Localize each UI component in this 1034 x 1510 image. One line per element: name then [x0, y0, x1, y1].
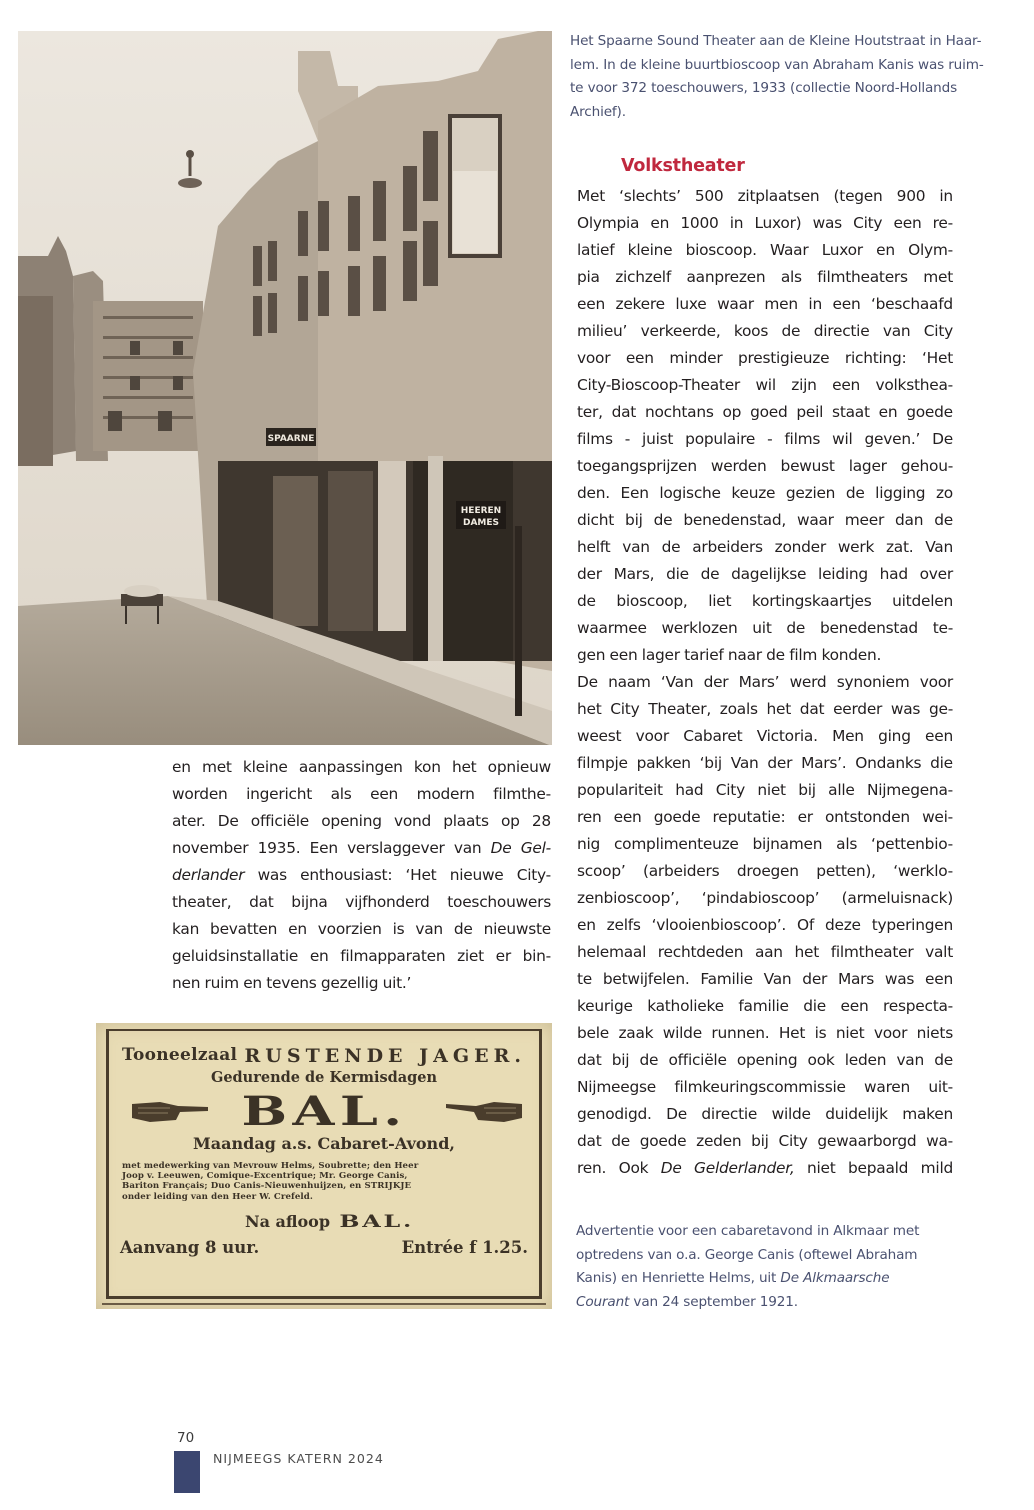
text-line: en met kleine aanpassingen kon het opnieuw — [172, 758, 551, 776]
publication-title: NIJMEEGS KATERN 2024 — [213, 1451, 384, 1466]
ad-subtitle: Gedurende de Kermisdagen — [210, 1069, 438, 1086]
ad-headline: BAL. — [241, 1087, 407, 1135]
caption-line: Kanis) en Henriette Helms, uit De Alkmaarsche — [576, 1270, 890, 1286]
caption-line: te voor 372 toeschouwers, 1933 (collectie Noord-Hollands — [570, 80, 958, 96]
text-line: Nijmeegse filmkeuringscommissie waren uit- — [577, 1078, 953, 1096]
text-line: den. Een logische keuze gezien de ligging zo — [577, 484, 953, 502]
caption-line: Archief). — [570, 103, 626, 120]
text-line: bele zaak wilde runnen. Het is niet voor niets — [577, 1024, 953, 1042]
text-line: helft van de arbeiders zonder werk zat. Van — [577, 538, 953, 556]
ad-performers — [122, 1161, 526, 1202]
text-line: kan bevatten en voorzien is van de nieuwste — [172, 920, 551, 938]
ad-text: Joop v. Leeuwen, Comique-Excentrique; Mr. George Canis, — [122, 1171, 408, 1182]
ad-caption — [576, 1220, 976, 1314]
caption-line: Het Spaarne Sound Theater aan de Kleine Houtstraat in Haar- — [570, 33, 982, 49]
text-line: te betwijfelen. Familie Van der Mars was een — [577, 970, 953, 988]
text-line: Met ‘slechts’ 500 zitplaatsen (tegen 900 in — [577, 187, 953, 205]
photo-caption — [570, 30, 1022, 124]
text-line: filmpje pakken ‘bij Van der Mars’. Ondanks die — [577, 754, 953, 772]
text-line: dat bij de officiële opening ook leden van de — [577, 1051, 953, 1069]
text-line: weest voor Cabaret Victoria. Men ging een — [577, 727, 953, 745]
text-line: pia zichzelf aanprezen als filmtheaters met — [577, 268, 953, 286]
text-line: De naam ‘Van der Mars’ werd synoniem voor — [577, 673, 953, 691]
text-line: de bioscoop, liet kortingskaartjes uitdelen — [577, 592, 953, 610]
text-line: voor een minder prestigieuze richting: ‘Het — [577, 349, 953, 367]
body-column-right — [577, 183, 953, 1182]
text-line: een zekere luxe waar men in een ‘beschaafd — [577, 295, 953, 313]
text-line: keurige katholieke familie die een respecta- — [577, 997, 953, 1015]
ad-entry-price: Entrée f 1.25. — [401, 1237, 528, 1257]
pointing-hand-right-icon — [130, 1098, 210, 1124]
body-column-left — [172, 754, 551, 997]
text-line: gen een lager tarief naar de film konden. — [577, 646, 882, 664]
ad-venue-name: RUSTENDE JAGER. — [244, 1045, 526, 1067]
text-line: ren een goede reputatie: er ontstonden wei- — [577, 808, 953, 826]
text-line: nig complimenteuze bijnamen als ‘pettenbio- — [577, 835, 953, 853]
street-photo — [18, 31, 552, 745]
ad-venue-line — [110, 1045, 538, 1067]
caption-line: lem. In de kleine buurtbioscoop van Abraham Kanis was ruim- — [570, 56, 984, 73]
ad-after-line — [110, 1212, 538, 1232]
text-line: dat de goede zeden bij City gewaarborgd wa- — [577, 1132, 953, 1150]
newspaper-advertisement — [96, 1023, 552, 1309]
spaarne-sign-text: SPAARNE — [267, 434, 315, 444]
text-line: waarmee werklozen uit de benedenstad te- — [577, 619, 953, 637]
ad-bottom-rule — [102, 1303, 546, 1305]
ad-performers-line — [122, 1171, 526, 1181]
text-line: City-Bioscoop-Theater wil zijn een volksthea- — [577, 376, 953, 394]
footer-accent-bar — [174, 1451, 200, 1493]
text-line: ren. Ook De Gelderlander, niet bepaald mild — [577, 1159, 953, 1177]
text-line: zenbioscoop’, ‘pindabioscoop’ (armeluisnack) — [577, 889, 953, 907]
text-line: theater, dat bijna vijfhonderd toeschouwers — [172, 893, 551, 911]
ad-text: met medewerking van Mevrouw Helms, Soubrette; den Heer — [122, 1161, 419, 1171]
shop-sign-line2: DAMES — [462, 518, 500, 528]
text-line: films - juist populaire - films wil geven.’ De — [577, 430, 953, 448]
ad-performers-line — [122, 1181, 526, 1191]
text-line: Olympia en 1000 in Luxor) was City een re- — [577, 214, 953, 232]
text-line: dicht bij de benedenstad, waar meer dan de — [577, 511, 953, 529]
text-line: het City Theater, zoals het dat eerder was ge- — [577, 700, 953, 718]
ad-event-line: Maandag a.s. Cabaret-Avond, — [193, 1134, 455, 1153]
text-line: derlander was enthousiast: ‘Het nieuwe City- — [172, 866, 551, 884]
text-line: november 1935. Een verslaggever van De Gel- — [172, 839, 551, 857]
text-line: populariteit had City niet bij alle Nijmegena- — [577, 781, 953, 799]
ad-performers-line — [122, 1192, 526, 1202]
text-line: latief kleine bioscoop. Waar Luxor en Olym- — [577, 241, 953, 259]
text-line: milieu’ verkeerde, koos de directie van City — [577, 322, 953, 340]
text-line: genodigd. De directie wilde duidelijk maken — [577, 1105, 953, 1123]
text-line: en zelfs ‘vlooienbioscoop’. Of deze typeringen — [577, 916, 953, 934]
ad-after-bal: BAL. — [338, 1211, 414, 1232]
text-line: der Mars, die de dagelijkse leiding had over — [577, 565, 953, 583]
street-photo-illustration — [18, 31, 552, 745]
ad-footer-line — [120, 1238, 528, 1257]
caption-italic-title: Courant — [576, 1293, 630, 1310]
text-line: ter, dat nochtans op goed peil staat en goede — [577, 403, 953, 421]
ad-headline-row — [110, 1087, 538, 1135]
pointing-hand-left-icon — [444, 1098, 524, 1124]
text-line: scoop’ (arbeiders droegen petten), ‘werklo- — [577, 862, 953, 880]
text-line: geluidsinstallatie en filmapparaten ziet er bin- — [172, 947, 551, 965]
ad-text: Bariton Français; Duo Canis-Nieuwenhuijzen, en STRIJKJE — [122, 1181, 412, 1192]
caption-italic-title: De Alkmaarsche — [780, 1270, 890, 1286]
caption-line: Courant van 24 september 1921. — [576, 1293, 798, 1310]
ad-after-label: Na afloop — [244, 1211, 331, 1231]
section-heading: Volkstheater — [621, 156, 745, 176]
caption-line: optredens van o.a. George Canis (oftewel Abraham — [576, 1246, 918, 1263]
page-number: 70 — [177, 1430, 195, 1446]
ad-start-time: Aanvang 8 uur. — [120, 1237, 260, 1257]
text-line: toegangsprijzen werden bewust lager gehou- — [577, 457, 953, 475]
shop-sign-line1: HEEREN — [460, 506, 502, 516]
caption-line: Advertentie voor een cabaretavond in Alkmaar met — [576, 1223, 920, 1239]
text-line: helemaal rechtdeden aan het filmtheater valt — [577, 943, 953, 961]
text-line: worden ingericht als een modern filmthe- — [172, 785, 551, 803]
ad-text: onder leiding van den Heer W. Crefeld. — [122, 1191, 313, 1202]
text-line: nen ruim en tevens gezellig uit.’ — [172, 974, 412, 992]
ad-venue-label: Tooneelzaal — [122, 1045, 238, 1065]
text-line: ater. De officiële opening vond plaats op 28 — [172, 812, 551, 830]
ad-performers-line — [122, 1161, 526, 1171]
